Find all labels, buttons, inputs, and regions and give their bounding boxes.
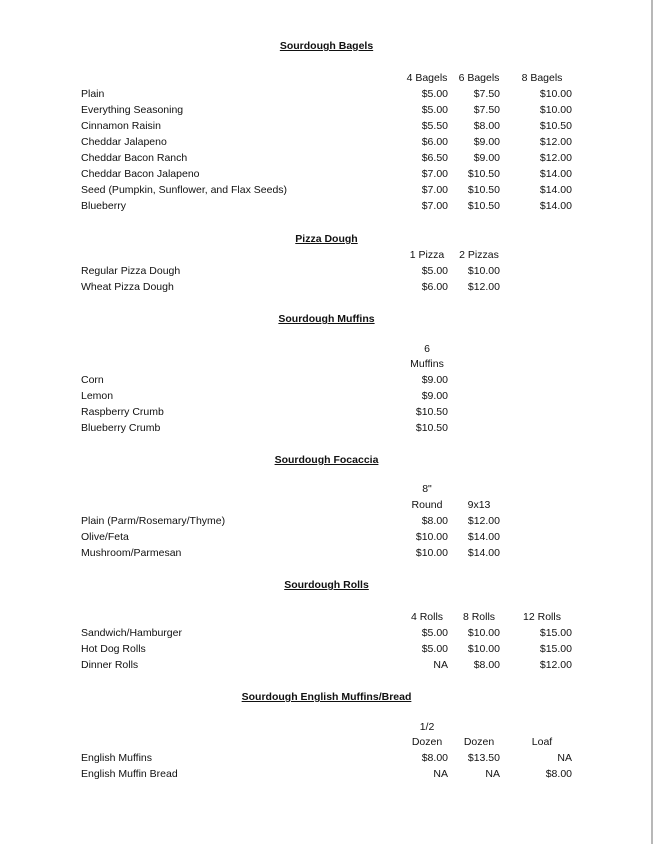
item-price: $9.00 [473, 152, 500, 164]
item-price: $12.00 [467, 281, 500, 293]
column-header: 2 Pizzas [459, 249, 499, 261]
column-header: 8 Bagels [521, 72, 563, 84]
column-header: 9x13 [467, 499, 491, 511]
table-row [0, 281, 653, 297]
item-price: $15.00 [539, 643, 572, 655]
item-name: Raspberry Crumb [81, 406, 164, 418]
column-header: 1 Pizza [409, 249, 445, 261]
item-name: English Muffins [81, 752, 153, 764]
table-row [0, 120, 653, 136]
section-title: Sourdough Bagels [279, 40, 374, 52]
table-row [0, 752, 653, 768]
item-price: $14.00 [539, 200, 572, 212]
item-price: $5.50 [421, 120, 448, 132]
item-name: Plain [81, 88, 105, 100]
column-header: 4 Rolls [410, 611, 444, 623]
column-header: 6 Bagels [458, 72, 500, 84]
item-price: $14.00 [539, 168, 572, 180]
item-price: NA [433, 768, 448, 780]
item-price: $15.00 [539, 627, 572, 639]
item-price: $10.50 [467, 184, 500, 196]
table-row [0, 531, 653, 547]
item-price: $5.00 [421, 88, 448, 100]
item-name: Cheddar Jalapeno [81, 136, 167, 148]
table-row [0, 104, 653, 120]
item-price: $10.50 [467, 168, 500, 180]
item-price: $9.00 [421, 374, 448, 386]
item-name: Hot Dog Rolls [81, 643, 146, 655]
table-row [0, 168, 653, 184]
table-row [0, 422, 653, 438]
item-name: Blueberry [81, 200, 126, 212]
table-row [0, 184, 653, 200]
column-header: Dozen [411, 736, 443, 748]
item-name: Cinnamon Raisin [81, 120, 161, 132]
item-name: Olive/Feta [81, 531, 129, 543]
item-price: $8.00 [545, 768, 572, 780]
item-price: $10.50 [539, 120, 572, 132]
item-price: $7.00 [421, 184, 448, 196]
item-price: $10.00 [539, 104, 572, 116]
item-name: Seed (Pumpkin, Sunflower, and Flax Seeds) [81, 184, 288, 196]
section-title: Sourdough English Muffins/Bread [241, 691, 412, 703]
column-header: 1/2 [419, 721, 435, 733]
column-header: Round [411, 499, 443, 511]
column-header: Loaf [531, 736, 553, 748]
table-row [0, 643, 653, 659]
item-price: $5.00 [421, 104, 448, 116]
section-title: Sourdough Rolls [284, 579, 369, 591]
item-price: $12.00 [467, 515, 500, 527]
item-price: $12.00 [539, 136, 572, 148]
item-price: $5.00 [421, 643, 448, 655]
item-name: Cheddar Bacon Jalapeno [81, 168, 200, 180]
column-header: 12 Rolls [523, 611, 561, 623]
item-name: Blueberry Crumb [81, 422, 161, 434]
table-row [0, 390, 653, 406]
item-price: $5.00 [421, 627, 448, 639]
table-row [0, 768, 653, 784]
item-price: $9.00 [421, 390, 448, 402]
column-header: Dozen [463, 736, 495, 748]
item-name: Wheat Pizza Dough [81, 281, 174, 293]
table-row [0, 547, 653, 563]
item-price: $14.00 [467, 547, 500, 559]
table-row [0, 374, 653, 390]
item-name: Cheddar Bacon Ranch [81, 152, 188, 164]
item-price: $14.00 [539, 184, 572, 196]
item-price: $10.00 [539, 88, 572, 100]
item-name: Regular Pizza Dough [81, 265, 181, 277]
column-header: 8 Rolls [462, 611, 496, 623]
table-row [0, 265, 653, 281]
item-price: $10.50 [467, 200, 500, 212]
column-header: Muffins [410, 358, 444, 370]
column-header: 4 Bagels [406, 72, 448, 84]
item-price: $7.00 [421, 168, 448, 180]
item-price: $14.00 [467, 531, 500, 543]
item-name: Plain (Parm/Rosemary/Thyme) [81, 515, 226, 527]
item-price: $10.50 [415, 422, 448, 434]
item-price: $7.50 [473, 88, 500, 100]
column-header: 8" [422, 483, 432, 495]
table-row [0, 627, 653, 643]
table-row [0, 152, 653, 168]
item-name: Everything Seasoning [81, 104, 184, 116]
table-row [0, 136, 653, 152]
item-price: $7.50 [473, 104, 500, 116]
item-price: $7.00 [421, 200, 448, 212]
item-price: $12.00 [539, 152, 572, 164]
item-price: $9.00 [473, 136, 500, 148]
item-price: $6.50 [421, 152, 448, 164]
item-price: $8.00 [473, 120, 500, 132]
item-name: Mushroom/Parmesan [81, 547, 182, 559]
table-row [0, 515, 653, 531]
section-title: Pizza Dough [295, 233, 358, 245]
item-price: $10.50 [415, 406, 448, 418]
item-price: $8.00 [421, 752, 448, 764]
section-title: Sourdough Focaccia [274, 454, 379, 466]
item-price: NA [557, 752, 572, 764]
item-name: Lemon [81, 390, 114, 402]
item-price: $5.00 [421, 265, 448, 277]
item-price: $6.00 [421, 136, 448, 148]
item-name: English Muffin Bread [81, 768, 178, 780]
item-price: $10.00 [467, 265, 500, 277]
table-row [0, 659, 653, 675]
item-price: $10.00 [467, 627, 500, 639]
item-name: Dinner Rolls [81, 659, 139, 671]
column-header: 6 [424, 343, 430, 355]
item-price: $10.00 [415, 531, 448, 543]
item-price: $6.00 [421, 281, 448, 293]
item-price: $12.00 [539, 659, 572, 671]
item-price: $8.00 [421, 515, 448, 527]
item-name: Sandwich/Hamburger [81, 627, 182, 639]
item-price: $8.00 [473, 659, 500, 671]
section-title: Sourdough Muffins [278, 313, 375, 325]
item-price: NA [433, 659, 448, 671]
table-row [0, 406, 653, 422]
item-name: Corn [81, 374, 104, 386]
item-price: NA [485, 768, 500, 780]
item-price: $10.00 [467, 643, 500, 655]
item-price: $13.50 [467, 752, 500, 764]
table-row [0, 88, 653, 104]
item-price: $10.00 [415, 547, 448, 559]
table-row [0, 200, 653, 216]
